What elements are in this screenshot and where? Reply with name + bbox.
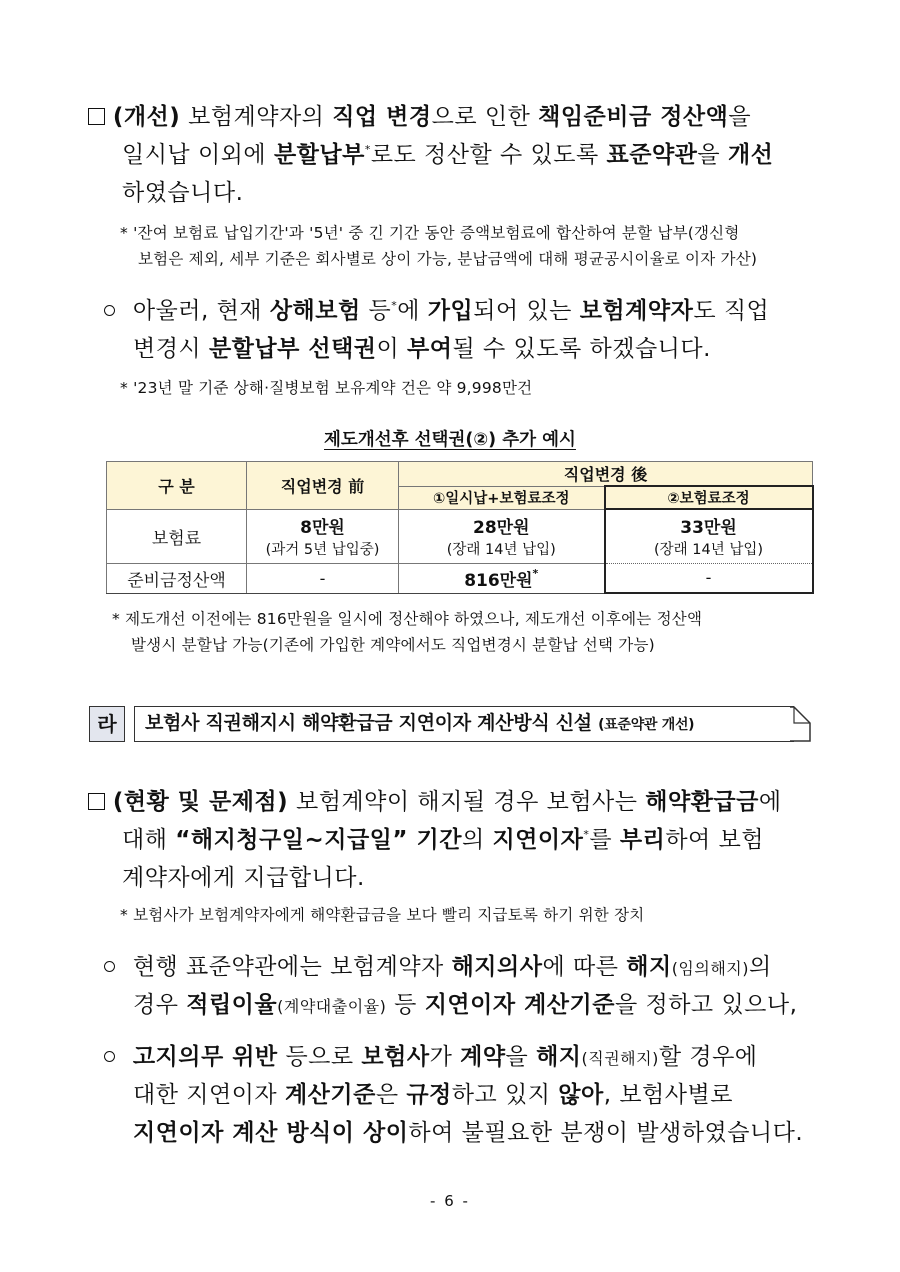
text-bold: 분할납부 선택권 — [208, 336, 377, 362]
text: 을 정하고 있으나, — [614, 992, 798, 1018]
text: 되어 있는 — [473, 298, 580, 324]
text: 대해 — [122, 827, 176, 853]
text-bold: 부여 — [407, 336, 453, 362]
text-bold: 해지 — [626, 954, 672, 980]
text: 변경시 — [133, 336, 209, 362]
paragraph-status-line2 — [122, 821, 764, 859]
text-bold: 지연이자 계산기준 — [424, 992, 615, 1018]
cell-premium-before — [247, 509, 399, 563]
paragraph-disclosure-line3 — [133, 1114, 803, 1152]
text-bold: 계산기준 — [284, 1082, 376, 1108]
section-title — [134, 706, 794, 742]
footnote-1-line1: * '잔여 보험료 납입기간'과 '5년' 중 긴 기간 동안 증액보험료에 합산하여 분할 납부(갱신형 — [120, 224, 740, 242]
text: 경우 — [133, 992, 187, 1018]
text: 을 — [505, 1044, 537, 1070]
paragraph-current-terms — [104, 948, 772, 988]
text-bold: 지연이자 계산 방식이 상이 — [133, 1120, 409, 1146]
text: 으로 인한 — [431, 104, 539, 130]
text: 현행 표준약관에는 보험계약자 — [132, 954, 452, 980]
text-bold: 책임준비금 정산액 — [538, 104, 729, 130]
cell-reserve-before: - — [247, 563, 399, 593]
text: 하여 불필요한 분쟁이 발생하였습니다. — [408, 1120, 804, 1146]
text-bold: 상해보험 — [269, 298, 361, 324]
text-bold: 직업 변경 — [332, 104, 432, 130]
value-sub: (과거 5년 납입중) — [265, 542, 380, 558]
footnote-2: * '23년 말 기준 상해·질병보험 보유계약 건은 약 9,998만건 — [120, 379, 533, 397]
text-bold: “해지청구일~지급일” 기간 — [175, 827, 462, 853]
footnote-3: * 보험사가 보험계약자에게 해약환급금을 보다 빨리 지급토록 하기 위한 장치 — [120, 906, 645, 924]
text: 가 — [429, 1044, 461, 1070]
text-bold: 않아 — [558, 1082, 604, 1108]
text: 하고 있지 — [451, 1082, 559, 1108]
footnote-mark: * — [532, 566, 539, 580]
bullet-circle-icon — [104, 305, 115, 316]
text-small: (임의해지) — [671, 959, 749, 978]
text: 될 수 있도록 하겠습니다. — [452, 336, 711, 362]
text: 보험계약자의 — [180, 104, 333, 130]
text: 등 — [386, 992, 425, 1018]
paragraph-disclosure-line2 — [133, 1076, 733, 1114]
text-bold: 계약 — [460, 1044, 506, 1070]
text-bold: 가입 — [427, 298, 474, 324]
section-title-text: 보험사 직권해지시 해약환급금 지연이자 계산방식 신설 — [145, 712, 592, 734]
text: , 보험사별로 — [603, 1082, 733, 1108]
footnote-mark: * — [364, 143, 371, 156]
section-badge: 라 — [89, 706, 125, 742]
text: 일시납 이외에 — [122, 142, 274, 168]
text-bold: 고지의무 위반 — [132, 1044, 278, 1070]
paragraph-additionally-line2 — [133, 330, 711, 368]
text: 하였습니다. — [122, 180, 244, 206]
paragraph-additionally — [104, 292, 769, 330]
value-sub: (장래 14년 납입) — [653, 542, 764, 559]
footnote-mark: * — [583, 828, 590, 841]
bullet-circle-icon — [104, 1051, 115, 1062]
text: 아울러, 현재 — [132, 298, 270, 324]
bullet-circle-icon — [104, 961, 115, 972]
value: 28만원 — [472, 518, 530, 538]
header-before: 직업변경 前 — [247, 462, 399, 510]
text-bold: 해약환급금 — [645, 789, 759, 815]
header-option-2: ②보험료조정 — [605, 486, 813, 509]
text-bold: 보험계약자 — [579, 298, 694, 324]
text-bold: 해지의사 — [451, 954, 543, 980]
header-category: 구 분 — [107, 462, 247, 510]
text: 등 — [360, 298, 392, 324]
text: 이 — [376, 336, 408, 362]
text: 을 — [728, 104, 752, 130]
label-status: (현황 및 문제점) — [112, 789, 289, 815]
text-bold: 부리 — [619, 827, 666, 853]
text: 하여 보험 — [665, 827, 765, 853]
text-bold: 개선 — [727, 142, 774, 168]
text-bold: 규정 — [406, 1082, 452, 1108]
text: 을 — [697, 142, 728, 168]
text: 에 — [758, 789, 782, 815]
row-label-reserve: 준비금정산액 — [107, 563, 247, 593]
row-label-premium: 보험료 — [107, 509, 247, 563]
checkbox-square-icon — [88, 793, 105, 810]
text: 할 경우에 — [658, 1044, 758, 1070]
text: 를 — [589, 827, 620, 853]
text: 등으로 — [277, 1044, 362, 1070]
cell-premium-option-1 — [399, 509, 605, 563]
text: 보험계약이 해지될 경우 보험사는 — [288, 789, 646, 815]
text-bold: 적립이율 — [186, 992, 278, 1018]
text-bold: 표준약관 — [606, 142, 698, 168]
text-bold: 보험사 — [361, 1044, 430, 1070]
text: 로도 정산할 수 있도록 — [370, 142, 607, 168]
paragraph-current-terms-line2 — [133, 986, 797, 1026]
checkbox-square-icon — [88, 108, 105, 125]
paragraph-improvement — [88, 98, 751, 136]
table-note-line2: 발생시 분할납 가능(기존에 가입한 계약에서도 직업변경시 분할납 선택 가능) — [131, 636, 655, 654]
text-small: (직권해지) — [581, 1049, 659, 1068]
text: 계약자에게 지급합니다. — [122, 865, 365, 891]
text-small: (계약대출이율) — [277, 997, 387, 1016]
header-after: 직업변경 後 — [399, 462, 813, 487]
label-improvement: (개선) — [112, 104, 181, 130]
page-number: - 6 - — [430, 1192, 470, 1210]
cell-reserve-option-2: - — [605, 563, 813, 593]
text: 도 직업 — [693, 298, 770, 324]
text-bold: 해지 — [536, 1044, 582, 1070]
paragraph-disclosure — [104, 1038, 758, 1078]
text: 의 — [461, 827, 493, 853]
text: 대한 지연이자 — [133, 1082, 285, 1108]
comparison-table — [106, 461, 814, 594]
text: 의 — [749, 954, 772, 980]
footnote-mark: * — [391, 299, 398, 312]
text: 에 따른 — [542, 954, 627, 980]
paragraph-status-line3 — [122, 859, 365, 897]
text-bold: 지연이자 — [492, 827, 584, 853]
footnote-1-line2: 보험은 제외, 세부 기준은 회사별로 상이 가능, 분납금액에 대해 평균공시이율로 이자 가산) — [138, 250, 758, 268]
paragraph-improvement-line3 — [122, 174, 243, 212]
text-bold: 분할납부 — [273, 142, 365, 168]
paragraph-status — [88, 783, 782, 821]
cell-premium-option-2 — [605, 509, 813, 563]
header-option-1: ①일시납+보험료조정 — [399, 486, 605, 509]
paragraph-improvement-line2 — [122, 136, 773, 174]
value: 8만원 — [300, 518, 345, 538]
text: 에 — [397, 298, 428, 324]
value: 33만원 — [680, 518, 737, 539]
value-sub: (장래 14년 납입) — [446, 542, 556, 558]
cell-reserve-option-1 — [399, 563, 605, 593]
text: 은 — [375, 1082, 407, 1108]
section-title-tag: (표준약관 개선) — [598, 717, 695, 733]
value: 816만원 — [464, 570, 533, 591]
folded-corner-icon — [790, 706, 812, 746]
table-caption: 제도개선후 선택권(②) 추가 예시 — [324, 430, 576, 450]
table-note-line1: * 제도개선 이전에는 816만원을 일시에 정산해야 하였으나, 제도개선 이후에는 정산액 — [112, 610, 703, 628]
